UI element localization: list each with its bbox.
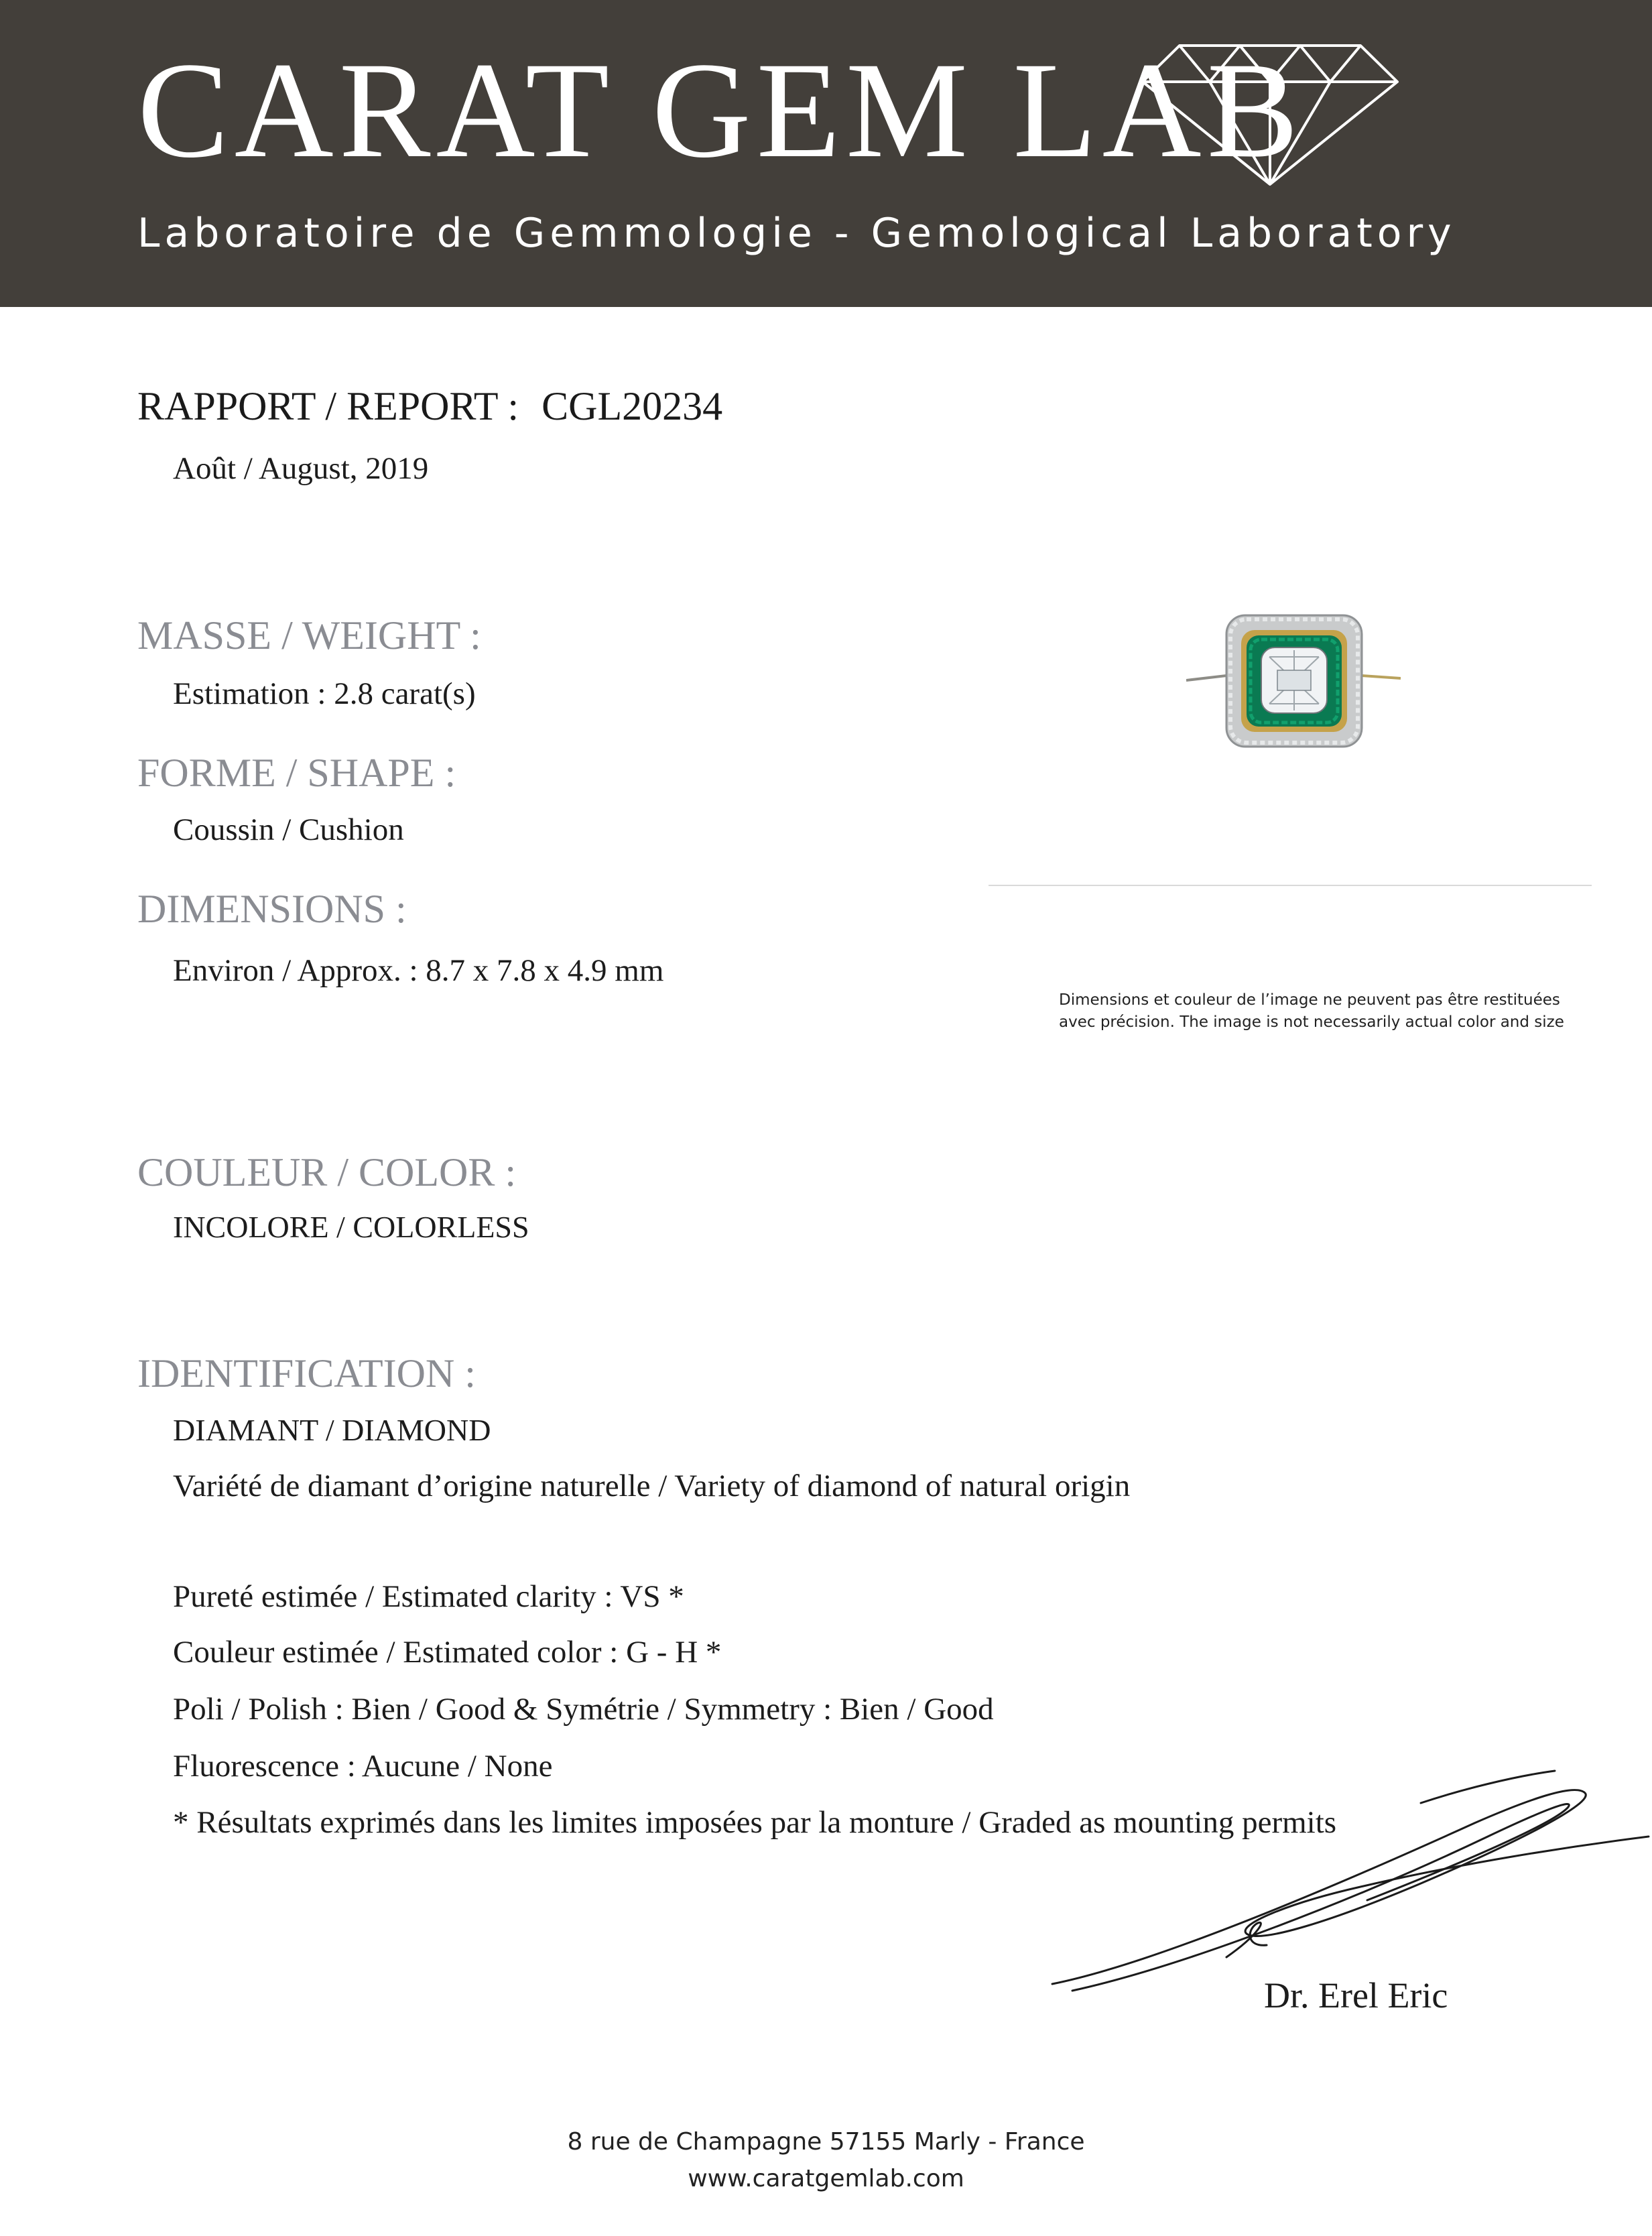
handwritten-signature-icon — [1045, 1763, 1652, 2015]
header-banner — [0, 0, 1652, 307]
variety-text: Variété de diamant d’origine naturelle / Variety of diamond of natural origin — [173, 1469, 1131, 1503]
identification-value: DIAMANT / DIAMOND — [173, 1413, 491, 1447]
dimensions-label: DIMENSIONS : — [137, 887, 407, 931]
report-date: Août / August, 2019 — [173, 451, 429, 486]
mounting-note: * Résultats exprimés dans les limites imposées par la monture / Graded as mounting permits — [173, 1805, 1337, 1840]
color-value: INCOLORE / COLORLESS — [173, 1210, 529, 1244]
fluorescence-text: Fluorescence : Aucune / None — [173, 1749, 553, 1784]
estimated-color-text: Couleur estimée / Estimated color : G - H * — [173, 1635, 722, 1670]
image-caption: Dimensions et couleur de l’image ne peuvent pas être restituées avec précision. The image is not necessarily actual color and size — [1059, 991, 1564, 1031]
weight-label: MASSE / WEIGHT : — [137, 613, 481, 658]
report-line — [137, 386, 722, 426]
report-number: CGL20234 — [542, 384, 723, 428]
weight-value: Estimation : 2.8 carat(s) — [173, 676, 476, 711]
polish-symmetry-text: Poli / Polish : Bien / Good & Symétrie / Symmetry : Bien / Good — [173, 1692, 994, 1727]
shape-label: FORME / SHAPE : — [137, 751, 456, 795]
brand-subtitle: Laboratoire de Gemmologie - Gemological Laboratory — [137, 210, 1456, 257]
image-divider — [989, 885, 1592, 886]
color-label: COULEUR / COLOR : — [137, 1150, 517, 1194]
signatory-name: Dr. Erel Eric — [1264, 1975, 1448, 2015]
report-label: RAPPORT / REPORT : — [137, 384, 519, 428]
diamond-outline-icon — [1139, 40, 1401, 188]
dimensions-value: Environ / Approx. : 8.7 x 7.8 x 4.9 mm — [173, 953, 664, 988]
footer-address: 8 rue de Champagne 57155 Marly - France — [567, 2128, 1085, 2156]
identification-label: IDENTIFICATION : — [137, 1351, 476, 1395]
brand-title: CARAT GEM LAB — [137, 34, 1304, 186]
ring-photo-icon — [1186, 603, 1401, 764]
shape-value: Coussin / Cushion — [173, 812, 404, 847]
clarity-text: Pureté estimée / Estimated clarity : VS * — [173, 1579, 684, 1614]
footer-website[interactable]: www.caratgemlab.com — [688, 2165, 964, 2192]
